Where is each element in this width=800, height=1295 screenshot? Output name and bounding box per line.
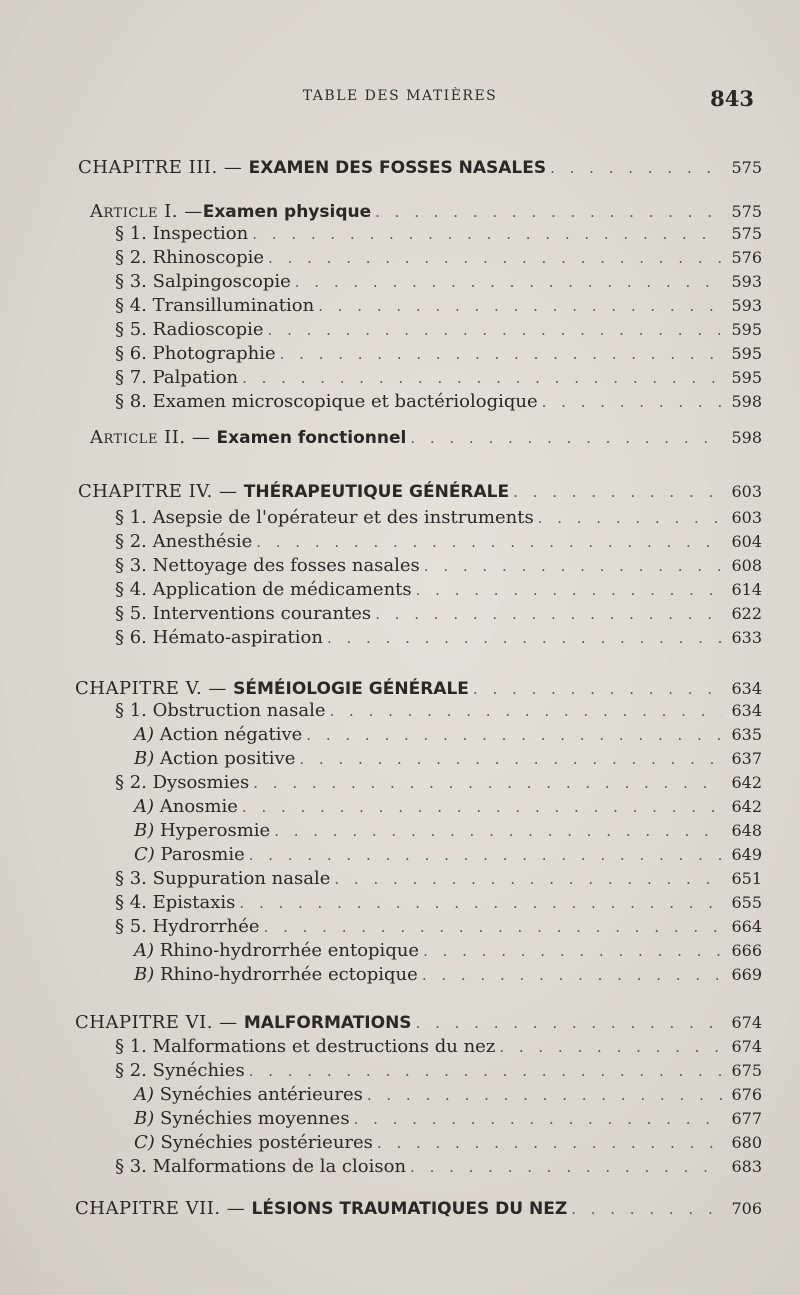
toc-entry-title: Malformations et destructions du nez: [152, 1036, 496, 1057]
toc-entry-prefix: § 5.: [115, 916, 153, 937]
toc-entry: [115, 342, 762, 366]
toc-entry-prefix: CHAPITRE VI. —: [75, 1012, 244, 1033]
dot-leader: [242, 366, 722, 390]
toc-entry-title: Interventions courantes: [152, 603, 372, 624]
toc-entry-title: SÉMÉIOLOGIE GÉNÉRALE: [233, 679, 469, 699]
toc-entry: [78, 480, 762, 504]
toc-entry-title: Action positive: [159, 748, 296, 769]
toc-entry-prefix: § 2.: [115, 247, 153, 268]
dot-leader: [542, 390, 722, 414]
toc-entry-title: Synéchies moyennes: [159, 1108, 350, 1129]
toc-entry-prefix: § 5.: [115, 603, 153, 624]
toc-entry-page: 603: [731, 508, 762, 527]
toc-entry-page: 576: [731, 248, 762, 267]
toc-entry: [134, 795, 762, 819]
toc-entry: [115, 891, 762, 915]
toc-entry: [134, 747, 762, 771]
toc-entry-prefix: CHAPITRE V. —: [75, 678, 234, 699]
toc-entry-prefix: § 6.: [115, 343, 153, 364]
toc-entry: [90, 426, 762, 450]
toc-entry-page: 706: [731, 1199, 762, 1218]
dot-leader: [252, 222, 722, 246]
toc-entry: [134, 1131, 762, 1155]
toc-entry-page: 634: [731, 701, 762, 720]
toc-entry: [115, 222, 762, 246]
toc-entry-title: Palpation: [152, 367, 239, 388]
toc-entry-title: Hyperosmie: [159, 820, 271, 841]
toc-entry-page: 680: [731, 1133, 762, 1152]
toc-entry-prefix: § 8.: [115, 391, 153, 412]
toc-entry-prefix: § 2.: [115, 1060, 153, 1081]
toc-entry-title: THÉRAPEUTIQUE GÉNÉRALE: [243, 482, 510, 502]
toc-entry-prefix: § 2.: [115, 772, 153, 793]
toc-entry: [115, 915, 762, 939]
toc-entry: [115, 318, 762, 342]
toc-entry-prefix: § 5.: [115, 319, 153, 340]
toc-entry-title: Obstruction nasale: [152, 700, 326, 721]
toc-entry-title: Epistaxis: [152, 892, 236, 913]
toc-entry: [90, 200, 762, 224]
page-number: 843: [710, 86, 754, 111]
toc-entry-page: 633: [731, 628, 762, 647]
toc-entry-title: Salpingoscopie: [152, 271, 291, 292]
dot-leader: [377, 1131, 722, 1155]
dot-leader: [410, 426, 722, 450]
toc-entry: [134, 843, 762, 867]
toc-entry: [115, 530, 762, 554]
toc-entry-title: Action négative: [159, 724, 303, 745]
toc-entry-title: Suppuration nasale: [152, 868, 331, 889]
toc-entry-prefix: C): [134, 1132, 161, 1153]
toc-entry-title: Inspection: [152, 223, 249, 244]
toc-entry-page: 614: [731, 580, 762, 599]
dot-leader: [513, 480, 722, 504]
toc-entry-page: 651: [731, 869, 762, 888]
toc-entry-page: 642: [731, 797, 762, 816]
toc-entry-title: MALFORMATIONS: [243, 1013, 412, 1033]
dot-leader: [499, 1035, 722, 1059]
dot-leader: [423, 939, 722, 963]
dot-leader: [327, 626, 722, 650]
toc-entry: [75, 1197, 762, 1221]
dot-leader: [306, 723, 722, 747]
toc-entry-prefix: A): [134, 1084, 160, 1105]
toc-entry-page: 666: [731, 941, 762, 960]
dot-leader: [354, 1107, 722, 1131]
toc-entry-prefix: § 3.: [115, 1156, 153, 1177]
toc-entry-page: 677: [731, 1109, 762, 1128]
dot-leader: [375, 200, 722, 224]
dot-leader: [274, 819, 722, 843]
dot-leader: [249, 843, 722, 867]
toc-entry-page: 669: [731, 965, 762, 984]
toc-entry-title: Parosmie: [160, 844, 245, 865]
toc-entry-prefix: § 1.: [115, 223, 153, 244]
dot-leader: [410, 1155, 722, 1179]
toc-entry-prefix: CHAPITRE III. —: [78, 157, 249, 178]
toc-entry-prefix: B): [134, 748, 160, 769]
toc-entry-page: 649: [731, 845, 762, 864]
dot-leader: [268, 318, 722, 342]
toc-entry-title: Rhinoscopie: [152, 247, 265, 268]
toc-entry-page: 575: [731, 224, 762, 243]
toc-entry: [134, 1083, 762, 1107]
toc-entry: [115, 294, 762, 318]
toc-entry-prefix: § 3.: [115, 555, 153, 576]
toc-entry-prefix: Article I. —: [90, 201, 203, 222]
toc-entry-title: Nettoyage des fosses nasales: [152, 555, 420, 576]
toc-entry: [134, 963, 762, 987]
dot-leader: [424, 554, 722, 578]
toc-entry-prefix: B): [134, 964, 160, 985]
dot-leader: [550, 156, 722, 180]
toc-entry: [134, 723, 762, 747]
dot-leader: [249, 1059, 722, 1083]
toc-entry: [115, 626, 762, 650]
toc-entry-prefix: § 4.: [115, 579, 153, 600]
toc-entry-title: Malformations de la cloison: [152, 1156, 407, 1177]
toc-entry: [134, 1107, 762, 1131]
dot-leader: [422, 963, 722, 987]
toc-entry: [115, 578, 762, 602]
toc-entry-page: 675: [731, 1061, 762, 1080]
toc-entry: [115, 602, 762, 626]
dot-leader: [538, 506, 722, 530]
toc-entry-title: Examen microscopique et bactériologique: [152, 391, 538, 412]
dot-leader: [280, 342, 722, 366]
toc-entry: [115, 270, 762, 294]
toc-entry-prefix: CHAPITRE VII. —: [75, 1198, 252, 1219]
toc-entry-page: 593: [731, 296, 762, 315]
toc-entry-prefix: § 1.: [115, 1036, 153, 1057]
toc-entry-title: Rhino-hydrorrhée ectopique: [159, 964, 418, 985]
toc-entry-prefix: C): [134, 844, 161, 865]
toc-entry: [115, 506, 762, 530]
toc-entry-prefix: § 3.: [115, 271, 153, 292]
dot-leader: [416, 578, 722, 602]
toc-entry-title: Transillumination: [152, 295, 315, 316]
toc-entry-title: Asepsie de l'opérateur et des instruments: [152, 507, 534, 528]
toc-entry-title: Synéchies postérieures: [160, 1132, 373, 1153]
toc-entry-page: 648: [731, 821, 762, 840]
toc-entry: [115, 771, 762, 795]
toc-entry-page: 595: [731, 320, 762, 339]
toc-entry-page: 634: [731, 679, 762, 698]
toc-entry-prefix: § 4.: [115, 295, 153, 316]
toc-entry-page: 595: [731, 368, 762, 387]
toc-entry-page: 664: [731, 917, 762, 936]
toc-entry-title: Examen physique: [202, 202, 372, 222]
toc-entry-page: 683: [731, 1157, 762, 1176]
toc-entry: [115, 699, 762, 723]
toc-entry-title: Dysosmies: [152, 772, 250, 793]
toc-entry: [75, 1011, 762, 1035]
toc-entry-prefix: § 2.: [115, 531, 153, 552]
toc-entry-prefix: A): [134, 796, 160, 817]
toc-entry-title: Anosmie: [159, 796, 238, 817]
toc-entry-page: 604: [731, 532, 762, 551]
dot-leader: [239, 891, 722, 915]
dot-leader: [268, 246, 722, 270]
toc-entry-title: Hydrorrhée: [152, 916, 260, 937]
toc-entry-page: 674: [731, 1037, 762, 1056]
toc-entry-title: EXAMEN DES FOSSES NASALES: [248, 158, 547, 178]
toc-entry-title: LÉSIONS TRAUMATIQUES DU NEZ: [251, 1199, 568, 1219]
toc-entry-page: 575: [731, 158, 762, 177]
toc-entry-title: Hémato-aspiration: [152, 627, 323, 648]
toc-entry: [115, 366, 762, 390]
toc-entry: [115, 1035, 762, 1059]
toc-entry: [115, 1155, 762, 1179]
dot-leader: [473, 677, 722, 701]
toc-entry-prefix: A): [134, 940, 160, 961]
dot-leader: [571, 1197, 722, 1221]
toc-entry: [115, 390, 762, 414]
toc-entry-prefix: CHAPITRE IV. —: [78, 481, 244, 502]
toc-entry: [115, 554, 762, 578]
toc-entry-page: 598: [731, 428, 762, 447]
dot-leader: [242, 795, 722, 819]
toc-entry-page: 575: [731, 202, 762, 221]
toc-entry-prefix: § 1.: [115, 507, 153, 528]
dot-leader: [318, 294, 722, 318]
toc-entry-title: Anesthésie: [152, 531, 253, 552]
toc-entry-title: Examen fonctionnel: [216, 428, 407, 448]
toc-entry: [75, 677, 762, 701]
toc-entry: [134, 819, 762, 843]
toc-entry-page: 593: [731, 272, 762, 291]
running-header-title: TABLE DES MATIÈRES: [302, 88, 498, 104]
dot-leader: [330, 699, 723, 723]
toc-entry-page: 642: [731, 773, 762, 792]
toc-entry-page: 637: [731, 749, 762, 768]
toc-entry-prefix: B): [134, 820, 160, 841]
toc-entry-page: 655: [731, 893, 762, 912]
dot-leader: [256, 530, 722, 554]
toc-entry-title: Synéchies antérieures: [159, 1084, 363, 1105]
toc-entry: [134, 939, 762, 963]
toc-entry-prefix: B): [134, 1108, 160, 1129]
dot-leader: [253, 771, 722, 795]
toc-entry-title: Photographie: [152, 343, 276, 364]
toc-entry-prefix: Article II. —: [90, 427, 217, 448]
dot-leader: [264, 915, 722, 939]
toc-entry-title: Rhino-hydrorrhée entopique: [159, 940, 420, 961]
toc-entry-page: 595: [731, 344, 762, 363]
dot-leader: [416, 1011, 722, 1035]
dot-leader: [334, 867, 722, 891]
toc-entry: [78, 156, 762, 180]
toc-entry-prefix: § 1.: [115, 700, 153, 721]
toc-entry-page: 598: [731, 392, 762, 411]
toc-entry-page: 676: [731, 1085, 762, 1104]
dot-leader: [367, 1083, 722, 1107]
toc-entry-title: Synéchies: [152, 1060, 245, 1081]
dot-leader: [299, 747, 722, 771]
toc-entry-prefix: A): [134, 724, 160, 745]
toc-entry-page: 603: [731, 482, 762, 501]
toc-entry-prefix: § 7.: [115, 367, 153, 388]
dot-leader: [295, 270, 722, 294]
toc-entry: [115, 246, 762, 270]
toc-entry-page: 608: [731, 556, 762, 575]
toc-entry-title: Application de médicaments: [152, 579, 412, 600]
toc-entry-page: 622: [731, 604, 762, 623]
toc-entry-title: Radioscopie: [152, 319, 264, 340]
toc-entry-page: 635: [731, 725, 762, 744]
toc-entry-prefix: § 6.: [115, 627, 153, 648]
dot-leader: [375, 602, 722, 626]
toc-entry-prefix: § 3.: [115, 868, 153, 889]
toc-entry: [115, 867, 762, 891]
toc-entry-page: 674: [731, 1013, 762, 1032]
toc-entry-prefix: § 4.: [115, 892, 153, 913]
toc-entry: [115, 1059, 762, 1083]
